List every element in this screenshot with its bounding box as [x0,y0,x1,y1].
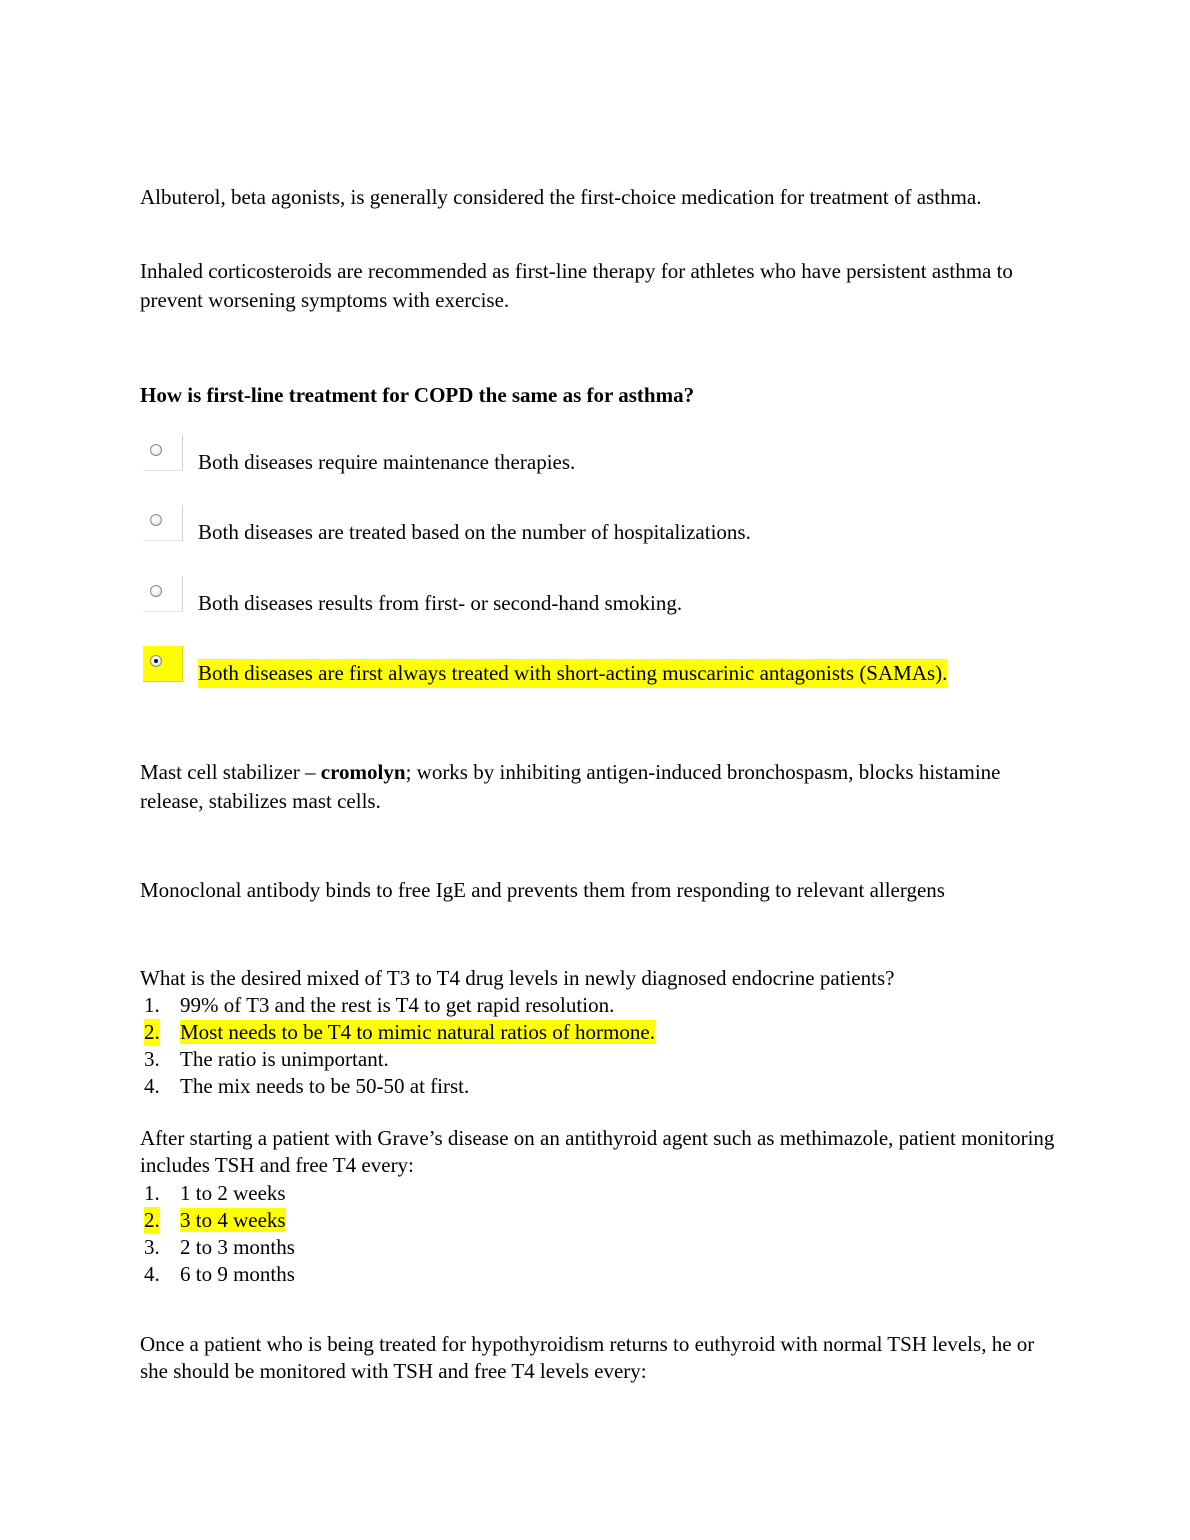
cromolyn-term: cromolyn [320,760,406,784]
list-item: 1. 1 to 2 weeks [144,1181,286,1205]
hypothyroid-question: Once a patient who is being treated for hypothyroidism returns to euthyroid with normal TSH levels, he or she should be monitored with TSH and free T4 levels every: [140,1332,1035,1383]
option-label: Both diseases are first always treated with short-acting muscarinic antagonists (SAMAs). [198,659,947,688]
option-label: Both diseases require maintenance therapies. [198,450,576,474]
list-item: 3. 2 to 3 months [144,1235,295,1259]
copd-option-4-selected[interactable] [140,646,1100,686]
radio-unchecked-icon [150,585,162,597]
copd-option-1[interactable] [140,435,1100,475]
list-item-highlighted: 2. Most needs to be T4 to mimic natural ratios of hormone. [144,1020,655,1044]
list-item: 1. 99% of T3 and the rest is T4 to get rapid resolution. [144,993,615,1017]
radio-unchecked-icon [150,444,162,456]
cromolyn-description: ; works by inhibiting antigen-induced bronchospasm, blocks histamine release, stabilizes mast cells. [140,760,1001,813]
cromolyn-paragraph [140,758,1060,816]
radio-button[interactable] [143,435,183,471]
copd-option-3[interactable] [140,576,1100,616]
albuterol-paragraph: Albuterol, beta agonists, is generally considered the first-choice medication for treatment of asthma. [140,185,982,209]
list-item: 4. The mix needs to be 50-50 at first. [144,1074,470,1098]
option-label: Both diseases are treated based on the number of hospitalizations. [198,520,751,544]
list-item: 4. 6 to 9 months [144,1262,295,1286]
corticosteroids-paragraph: Inhaled corticosteroids are recommended as first-line therapy for athletes who have persistent asthma to prevent worsening symptoms with exercise. [140,259,1013,312]
graves-answer-list [140,1180,295,1288]
t3t4-answer-list [140,992,655,1100]
option-label: Both diseases results from first- or second-hand smoking. [198,591,683,615]
graves-question-title: After starting a patient with Grave’s disease on an antithyroid agent such as methimazole, patient monitoring includes TSH and free T4 every: [140,1126,1055,1177]
monoclonal-paragraph: Monoclonal antibody binds to free IgE and prevents them from responding to relevant allergens [140,878,945,902]
radio-unchecked-icon [150,514,162,526]
radio-button[interactable] [143,646,183,682]
radio-checked-icon [150,655,162,667]
copd-question-title: How is first-line treatment for COPD the same as for asthma? [140,383,695,407]
cromolyn-prefix: Mast cell stabilizer – [140,760,321,784]
copd-option-2[interactable] [140,505,1100,545]
t3t4-question-title: What is the desired mixed of T3 to T4 drug levels in newly diagnosed endocrine patients? [140,966,895,990]
radio-button[interactable] [143,576,183,612]
list-item-highlighted: 2. 3 to 4 weeks [144,1208,286,1232]
list-item: 3. The ratio is unimportant. [144,1047,389,1071]
radio-button[interactable] [143,505,183,541]
